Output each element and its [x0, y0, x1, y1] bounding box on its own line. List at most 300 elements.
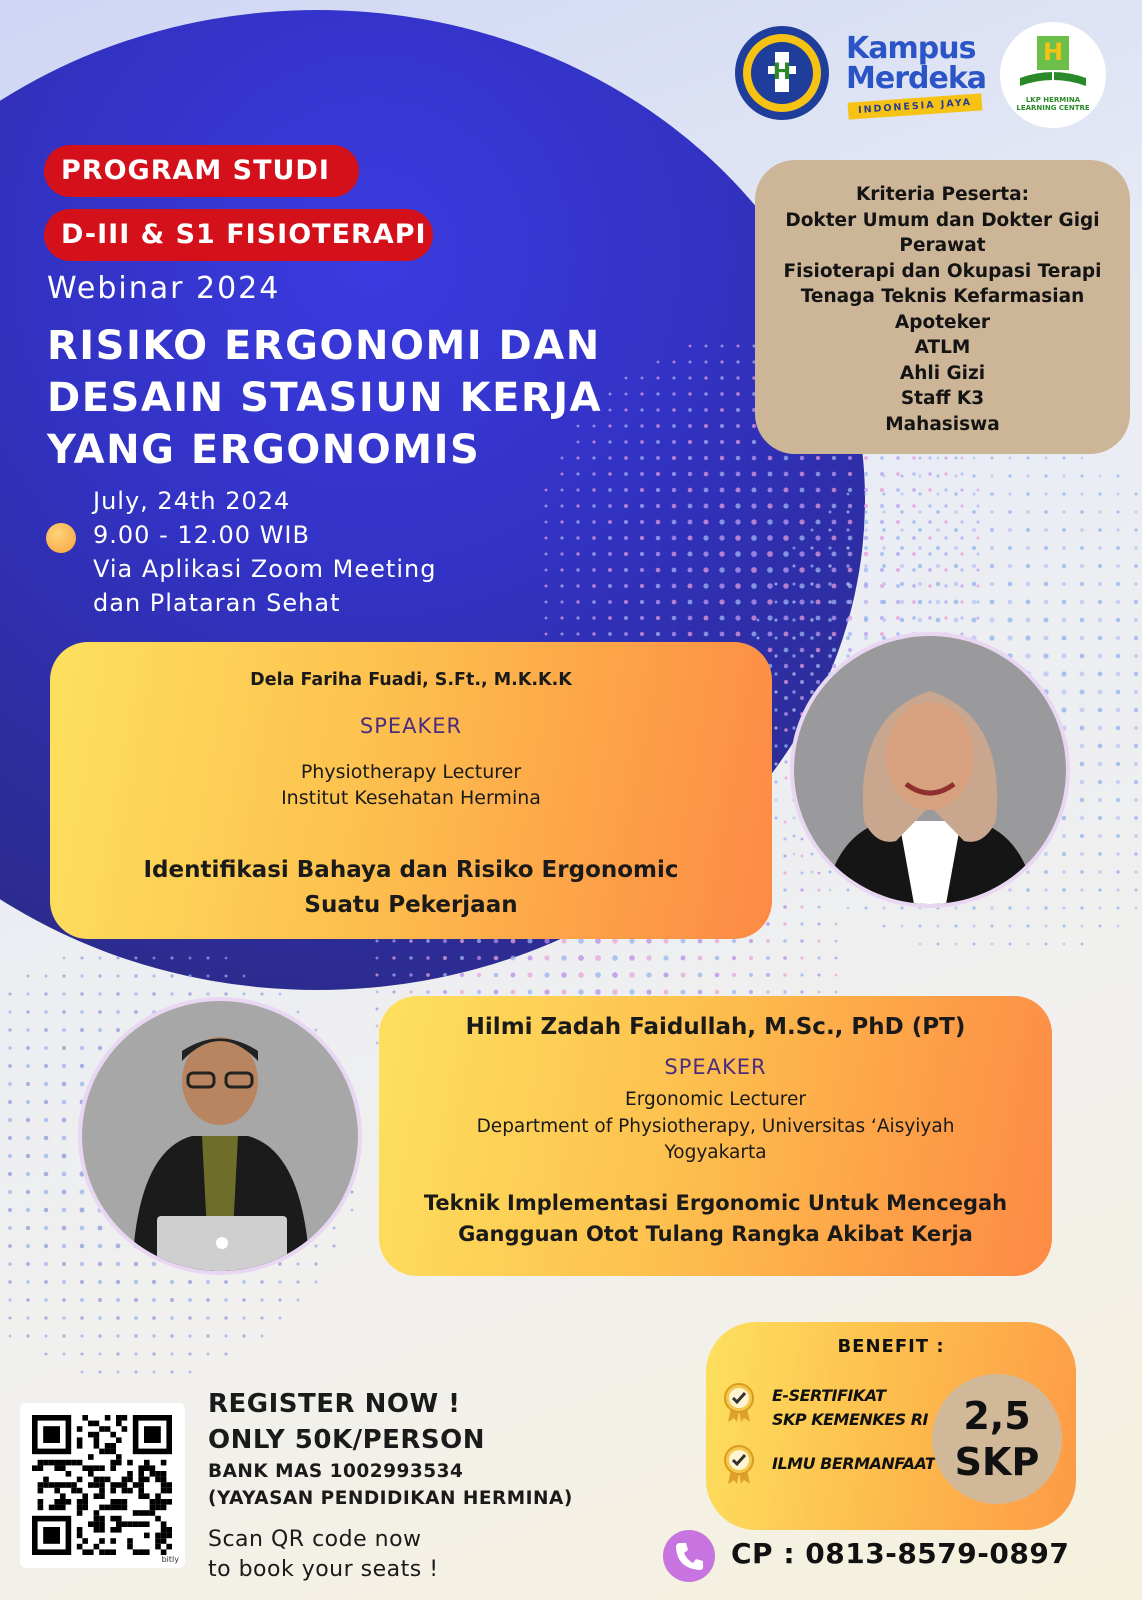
decor-dot: [314, 1262, 317, 1265]
decor-dot: [1098, 834, 1102, 838]
decor-dot: [1134, 834, 1138, 838]
decor-dot: [1134, 528, 1137, 531]
decor-dot: [672, 392, 675, 395]
decor-dot: [624, 520, 628, 524]
decor-dot: [640, 616, 644, 620]
qr-module: [110, 1482, 116, 1488]
decor-dot: [848, 568, 853, 573]
decor-dot: [98, 1028, 102, 1032]
decor-dot: [44, 1190, 49, 1195]
decor-dot: [1116, 618, 1120, 622]
decor-dot: [8, 1298, 11, 1301]
qr-module: [166, 1527, 172, 1533]
qr-module: [155, 1544, 161, 1550]
decor-dot: [80, 1280, 84, 1284]
decor-dot: [783, 990, 786, 993]
decor-dot: [8, 1010, 11, 1013]
decor-dot: [688, 488, 693, 493]
qr-module: [105, 1426, 111, 1432]
decor-dot: [954, 528, 958, 532]
decor-dot: [936, 564, 940, 568]
decor-dot: [1062, 492, 1065, 495]
decor-dot: [26, 1244, 30, 1248]
decor-dot: [817, 939, 820, 942]
decor-dot: [735, 503, 740, 508]
decor-dot: [1025, 635, 1030, 640]
decor-dot: [62, 1118, 67, 1123]
decor-dot: [698, 939, 703, 944]
decor-dot: [703, 567, 708, 572]
decor-dot: [767, 503, 772, 508]
decor-dot: [774, 618, 777, 621]
qr-module: [82, 1465, 88, 1471]
decor-dot: [612, 955, 618, 961]
qr-module: [99, 1482, 105, 1488]
decor-dot: [766, 939, 770, 943]
decor-dot: [561, 955, 567, 961]
decor-dot: [426, 939, 430, 943]
decor-dot: [44, 1316, 47, 1319]
decor-dot: [1134, 726, 1138, 730]
decor-dot: [624, 488, 628, 492]
decor-dot: [1098, 690, 1103, 695]
bullet-dot-icon: [46, 523, 76, 553]
decor-dot: [592, 632, 595, 635]
qr-module: [88, 1521, 94, 1527]
decor-dot: [900, 510, 903, 513]
decor-dot: [880, 552, 884, 556]
criteria-item: Tenaga Teknis Kefarmasian: [800, 286, 1085, 307]
decor-dot: [774, 762, 777, 765]
decor-dot: [775, 799, 778, 802]
decor-dot: [576, 552, 579, 555]
decor-dot: [224, 1316, 227, 1319]
decor-dot: [1061, 671, 1066, 676]
decor-dot: [242, 1334, 245, 1337]
decor-dot: [785, 777, 788, 780]
decor-dot: [848, 552, 853, 557]
decor-dot: [688, 616, 693, 621]
decor-dot: [1062, 834, 1066, 838]
decor-dot: [297, 1299, 300, 1302]
decor-dot: [44, 1262, 48, 1266]
decor-dot: [1044, 888, 1048, 892]
qr-module: [77, 1488, 83, 1494]
decor-dot: [688, 520, 693, 525]
decor-dot: [1134, 510, 1137, 513]
decor-dot: [1098, 510, 1101, 513]
decor-dot: [720, 360, 723, 363]
qr-module: [150, 1499, 156, 1505]
decor-dot: [152, 1280, 156, 1284]
decor-dot: [720, 392, 724, 396]
decor-dot: [242, 1316, 245, 1319]
decor-dot: [918, 546, 922, 550]
qr-module: [60, 1505, 66, 1511]
decor-dot: [936, 618, 941, 623]
decor-dot: [561, 972, 566, 977]
decor-dot: [783, 973, 787, 977]
qr-module: [133, 1521, 139, 1527]
decor-dot: [545, 601, 548, 604]
qr-module: [77, 1460, 83, 1466]
skp-badge: [932, 1374, 1062, 1504]
decor-dot: [783, 535, 789, 541]
qr-module: [77, 1505, 83, 1511]
qr-module: [127, 1477, 133, 1483]
decor-dot: [689, 345, 692, 348]
decor-dot: [848, 472, 852, 476]
qr-module: [94, 1432, 100, 1438]
decor-dot: [896, 600, 900, 604]
decor-dot: [608, 520, 612, 524]
decor-dot: [955, 943, 958, 946]
decor-dot: [835, 991, 838, 994]
decor-dot: [80, 1262, 84, 1266]
decor-dot: [766, 990, 770, 994]
decor-dot: [846, 636, 850, 640]
decor-dot: [188, 1352, 191, 1355]
decor-dot: [880, 488, 884, 492]
scan-line: to book your seats !: [208, 1557, 439, 1582]
qr-module: [110, 1460, 116, 1466]
decor-dot: [704, 360, 707, 363]
decor-dot: [928, 456, 931, 459]
decor-dot: [170, 974, 173, 977]
qr-module: [144, 1460, 150, 1466]
decor-dot: [835, 957, 838, 960]
decor-dot: [98, 1298, 102, 1302]
decor-dot: [1098, 798, 1102, 802]
qr-module: [161, 1482, 167, 1488]
decor-dot: [973, 943, 976, 946]
decor-dot: [1026, 492, 1029, 495]
decor-dot: [783, 503, 788, 508]
decor-dot: [882, 546, 886, 550]
decor-dot: [705, 345, 708, 348]
qr-module: [161, 1505, 167, 1511]
decor-dot: [751, 487, 756, 492]
qr-module: [155, 1493, 161, 1499]
decor-dot: [1080, 762, 1085, 767]
decor-dot: [612, 972, 618, 978]
decor-dot: [688, 440, 692, 444]
decor-dot: [673, 361, 676, 364]
qr-module: [99, 1516, 105, 1522]
decor-dot: [687, 567, 692, 572]
decor-dot: [1116, 636, 1120, 640]
decor-dot: [880, 520, 884, 524]
decor-dot: [865, 907, 868, 910]
decor-dot: [698, 956, 703, 961]
decor-dot: [224, 992, 227, 995]
decor-dot: [880, 568, 884, 572]
decor-dot: [774, 636, 777, 639]
decor-dot: [1026, 474, 1029, 477]
decor-dot: [544, 568, 547, 571]
qr-module: [122, 1488, 128, 1494]
qr-module: [161, 1499, 167, 1505]
decor-dot: [918, 564, 922, 568]
criteria-item: Perawat: [899, 235, 986, 256]
decor-dot: [989, 635, 994, 640]
decor-dot: [1008, 456, 1011, 459]
qr-module: [122, 1499, 128, 1505]
decor-dot: [8, 1046, 12, 1050]
decor-dot: [955, 457, 958, 460]
qr-module: [60, 1493, 66, 1499]
register-price: ONLY 50K/PERSON: [208, 1425, 486, 1455]
decor-dot: [703, 583, 708, 588]
decor-dot: [977, 617, 980, 620]
decor-dot: [792, 600, 795, 603]
decor-dot: [1098, 528, 1102, 532]
qr-module: [144, 1533, 150, 1539]
decor-dot: [26, 1046, 30, 1050]
decor-dot: [768, 472, 773, 477]
decor-dot: [608, 632, 612, 636]
decor-dot: [864, 456, 868, 460]
decor-dot: [1026, 546, 1030, 550]
decor-dot: [243, 975, 246, 978]
event-venue: dan Plataran Sehat: [93, 589, 341, 617]
decor-dot: [864, 600, 868, 604]
qr-module: [144, 1493, 150, 1499]
decor-dot: [792, 618, 795, 621]
decor-dot: [1044, 510, 1048, 514]
decor-dot: [170, 956, 173, 959]
decor-dot: [608, 536, 612, 540]
benefit-item-line: SKP KEMENKES RI: [772, 1410, 928, 1429]
decor-dot: [735, 551, 741, 557]
scan-line: Scan QR code now: [208, 1527, 422, 1552]
decor-dot: [8, 1172, 12, 1176]
decor-dot: [1098, 888, 1101, 891]
decor-dot: [375, 973, 378, 976]
qr-module: [127, 1488, 133, 1494]
criteria-item: Apoteker: [894, 311, 991, 333]
qr-module: [38, 1505, 44, 1511]
decor-dot: [44, 1028, 48, 1032]
qr-module: [122, 1477, 128, 1483]
decor-dot: [62, 1316, 65, 1319]
decor-dot: [224, 1334, 227, 1337]
qr-module: [77, 1477, 83, 1483]
register-block: [208, 1386, 573, 1512]
decor-dot: [936, 924, 939, 927]
qr-module: [110, 1465, 116, 1471]
decor-dot: [98, 992, 102, 996]
qr-module: [138, 1482, 144, 1488]
decor-dot: [977, 601, 980, 604]
qr-module: [94, 1437, 100, 1443]
decor-dot: [1027, 943, 1030, 946]
decor-dot: [242, 992, 245, 995]
decor-dot: [896, 472, 900, 476]
decor-dot: [928, 472, 931, 475]
decor-dot: [1080, 834, 1084, 838]
decor-dot: [784, 472, 789, 477]
decor-dot: [990, 456, 993, 459]
decor-dot: [592, 584, 596, 588]
decor-dot: [1098, 870, 1102, 874]
decor-dot: [1044, 546, 1048, 550]
decor-dot: [592, 600, 596, 604]
decor-dot: [990, 582, 995, 587]
decor-dot: [1026, 888, 1030, 892]
decor-dot: [944, 600, 947, 603]
decor-dot: [928, 520, 932, 524]
decor-dot: [882, 564, 886, 568]
decor-dot: [640, 568, 644, 572]
qr-module: [88, 1454, 94, 1460]
decor-dot: [376, 991, 379, 994]
qr-module: [71, 1482, 77, 1488]
decor-dot: [767, 599, 772, 604]
decor-dot: [799, 519, 804, 524]
qr-module: [116, 1482, 122, 1488]
decor-dot: [460, 939, 464, 943]
decor-dot: [27, 1335, 30, 1338]
decor-dot: [720, 408, 724, 412]
lkp-line2: LEARNING CENTRE: [1016, 104, 1090, 112]
decor-dot: [207, 957, 210, 960]
decor-dot: [152, 1262, 156, 1266]
decor-dot: [800, 632, 805, 637]
decor-dot: [783, 599, 788, 604]
decor-dot: [1062, 636, 1067, 641]
decor-dot: [801, 855, 804, 858]
decor-dot: [912, 616, 916, 620]
decor-dot: [799, 599, 804, 604]
decor-dot: [1062, 600, 1067, 605]
title-line: RISIKO ERGONOMI DAN: [47, 323, 601, 369]
decor-dot: [977, 505, 980, 508]
decor-dot: [864, 552, 869, 557]
decor-dot: [815, 599, 820, 604]
decor-dot: [663, 972, 668, 977]
decor-dot: [1099, 475, 1102, 478]
qr-module: [127, 1460, 133, 1466]
decor-dot: [751, 599, 756, 604]
decor-dot: [116, 1244, 121, 1249]
qr-module: [133, 1482, 139, 1488]
decor-dot: [409, 956, 412, 959]
decor-dot: [44, 1244, 48, 1248]
qr-module: [49, 1505, 55, 1511]
decor-dot: [576, 504, 579, 507]
decor-dot: [134, 1262, 138, 1266]
decor-dot: [1116, 744, 1120, 748]
decor-dot: [260, 992, 263, 995]
qr-module: [133, 1510, 139, 1516]
criteria-item: ATLM: [914, 337, 971, 358]
decor-dot: [752, 440, 756, 444]
decor-dot: [116, 1010, 120, 1014]
decor-dot: [595, 989, 601, 995]
decor-dot: [912, 504, 916, 508]
decor-dot: [1008, 888, 1012, 892]
decor-dot: [494, 956, 499, 961]
decor-dot: [544, 552, 547, 555]
qr-module: [94, 1493, 100, 1499]
qr-module: [99, 1449, 105, 1455]
qr-module: [127, 1544, 133, 1550]
qr-module: [150, 1465, 156, 1471]
decor-dot: [1116, 492, 1119, 495]
contact-person[interactable]: CP : 0813-8579-0897: [731, 1537, 1070, 1570]
decor-dot: [774, 654, 777, 657]
decor-dot: [719, 599, 724, 604]
qr-module: [155, 1516, 161, 1522]
decor-dot: [784, 744, 787, 747]
decor-dot: [736, 376, 739, 379]
decor-dot: [828, 636, 832, 640]
qr-module: [122, 1521, 128, 1527]
decor-dot: [8, 1136, 12, 1140]
decor-dot: [261, 1335, 264, 1338]
decor-dot: [811, 529, 814, 532]
qr-module: [38, 1482, 44, 1488]
decor-dot: [314, 1244, 317, 1247]
decor-dot: [688, 472, 692, 476]
decor-dot: [800, 696, 804, 700]
speaker-photo-1: [790, 632, 1070, 908]
decor-dot: [278, 1298, 281, 1301]
decor-dot: [134, 992, 138, 996]
decor-dot: [206, 1298, 210, 1302]
decor-dot: [152, 974, 155, 977]
decor-dot: [1044, 852, 1048, 856]
decor-dot: [26, 1118, 30, 1122]
decor-dot: [612, 938, 618, 944]
qr-code[interactable]: [20, 1403, 185, 1568]
qr-finder: [144, 1426, 161, 1443]
decor-dot: [260, 1280, 263, 1283]
decor-dot: [1080, 780, 1085, 785]
decor-dot: [766, 922, 770, 926]
decor-dot: [592, 536, 596, 540]
account-name: (YAYASAN PENDIDIKAN HERMINA): [208, 1488, 573, 1509]
qr-module: [110, 1549, 116, 1555]
decor-dot: [880, 456, 884, 460]
decor-dot: [494, 990, 499, 995]
decor-dot: [990, 600, 995, 605]
decor-dot: [544, 955, 549, 960]
decor-dot: [1135, 907, 1138, 910]
decor-dot: [848, 520, 853, 525]
qr-module: [166, 1488, 172, 1494]
decor-dot: [1044, 870, 1048, 874]
decor-dot: [1098, 546, 1102, 550]
decor-dot: [629, 955, 635, 961]
decor-dot: [1026, 510, 1030, 514]
qr-module: [88, 1432, 94, 1438]
decor-dot: [784, 632, 789, 637]
decor-dot: [752, 632, 757, 637]
decor-dot: [1008, 924, 1011, 927]
decor-dot: [134, 1010, 138, 1014]
decor-dot: [1116, 888, 1119, 891]
decor-dot: [883, 925, 886, 928]
decor-dot: [793, 835, 796, 838]
decor-dot: [1008, 474, 1011, 477]
decor-dot: [656, 520, 660, 524]
decor-dot: [704, 376, 707, 379]
decor-dot: [749, 939, 753, 943]
decor-dot: [800, 888, 803, 891]
decor-dot: [443, 973, 447, 977]
